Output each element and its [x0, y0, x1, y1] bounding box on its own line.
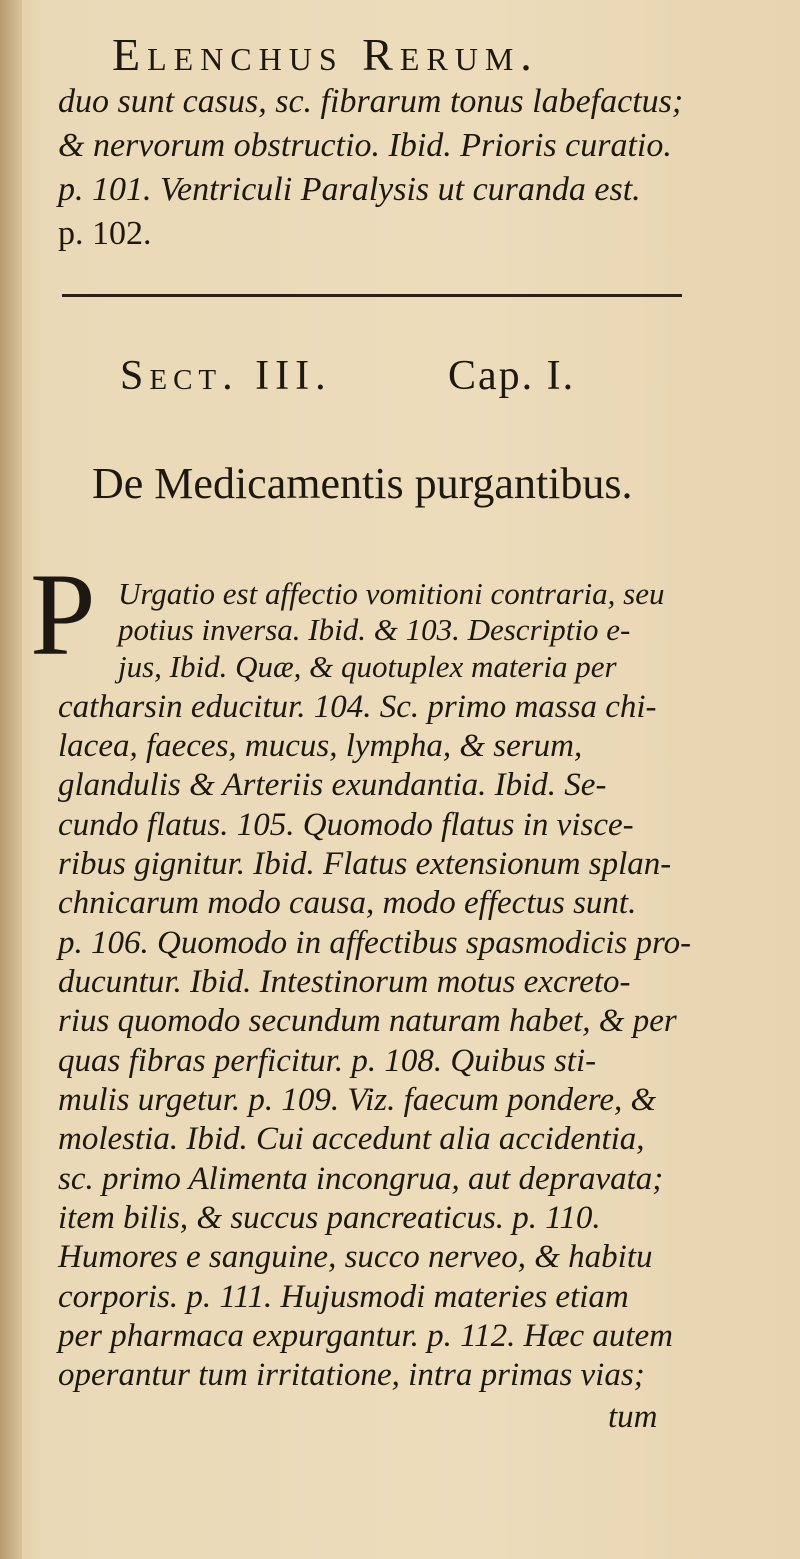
body-line: cundo flatus. 105. Quomodo flatus in visce-: [58, 807, 634, 843]
intro-line-2: & nervorum obstructio. Ibid. Prioris curatio.: [58, 127, 672, 164]
binding-gutter: [0, 0, 22, 1559]
chapter-title: De Medicamentis purgantibus.: [92, 459, 633, 508]
running-header: Elenchus Rerum.: [112, 29, 539, 80]
body-line: catharsin educitur. 104. Sc. primo massa chi-: [58, 689, 657, 725]
body-line: quas fibras perficitur. p. 108. Quibus sti-: [58, 1043, 597, 1079]
body-line: per pharmaca expurgantur. p. 112. Hæc autem: [58, 1318, 674, 1354]
drop-cap: P: [30, 549, 96, 680]
body-line: ducuntur. Ibid. Intestinorum motus excreto-: [58, 964, 631, 1000]
body-line: lacea, faeces, mucus, lympha, & serum,: [58, 728, 583, 764]
intro-line-1: duo sunt casus, sc. fibrarum tonus labefactus;: [58, 83, 684, 120]
chapter-heading: Cap. I.: [448, 353, 576, 399]
catchword: tum: [608, 1399, 658, 1435]
body-line: jus, Ibid. Quæ, & quotuplex materia per: [118, 649, 617, 684]
body-line: chnicarum modo causa, modo effectus sunt.: [58, 885, 637, 921]
body-line: p. 106. Quomodo in affectibus spasmodicis pro-: [58, 925, 692, 961]
body-line: Humores e sanguine, succo nerveo, & habitu: [58, 1239, 653, 1275]
section-heading: Sect. III.: [120, 353, 332, 399]
body-line: potius inversa. Ibid. & 103. Descriptio e-: [118, 612, 631, 647]
body-line: sc. primo Alimenta incongrua, aut depravata;: [58, 1161, 664, 1197]
body-line: corporis. p. 111. Hujusmodi materies etiam: [58, 1279, 629, 1315]
horizontal-rule: [62, 294, 682, 297]
body-line: ribus gignitur. Ibid. Flatus extensionum splan-: [58, 846, 672, 882]
body-line: item bilis, & succus pancreaticus. p. 110.: [58, 1200, 601, 1236]
body-line: rius quomodo secundum naturam habet, & per: [58, 1003, 677, 1039]
intro-line-3: p. 101. Ventriculi Paralysis ut curanda est.: [58, 171, 641, 208]
body-line: molestia. Ibid. Cui accedunt alia accidentia,: [58, 1121, 645, 1157]
body-line: mulis urgetur. p. 109. Viz. faecum pondere, &: [58, 1082, 657, 1118]
body-line: glandulis & Arteriis exundantia. Ibid. Se-: [58, 767, 607, 803]
intro-line-4: p. 102.: [58, 215, 152, 252]
body-line: operantur tum irritatione, intra primas vias;: [58, 1357, 645, 1393]
body-line: Urgatio est affectio vomitioni contraria, seu: [118, 576, 665, 611]
